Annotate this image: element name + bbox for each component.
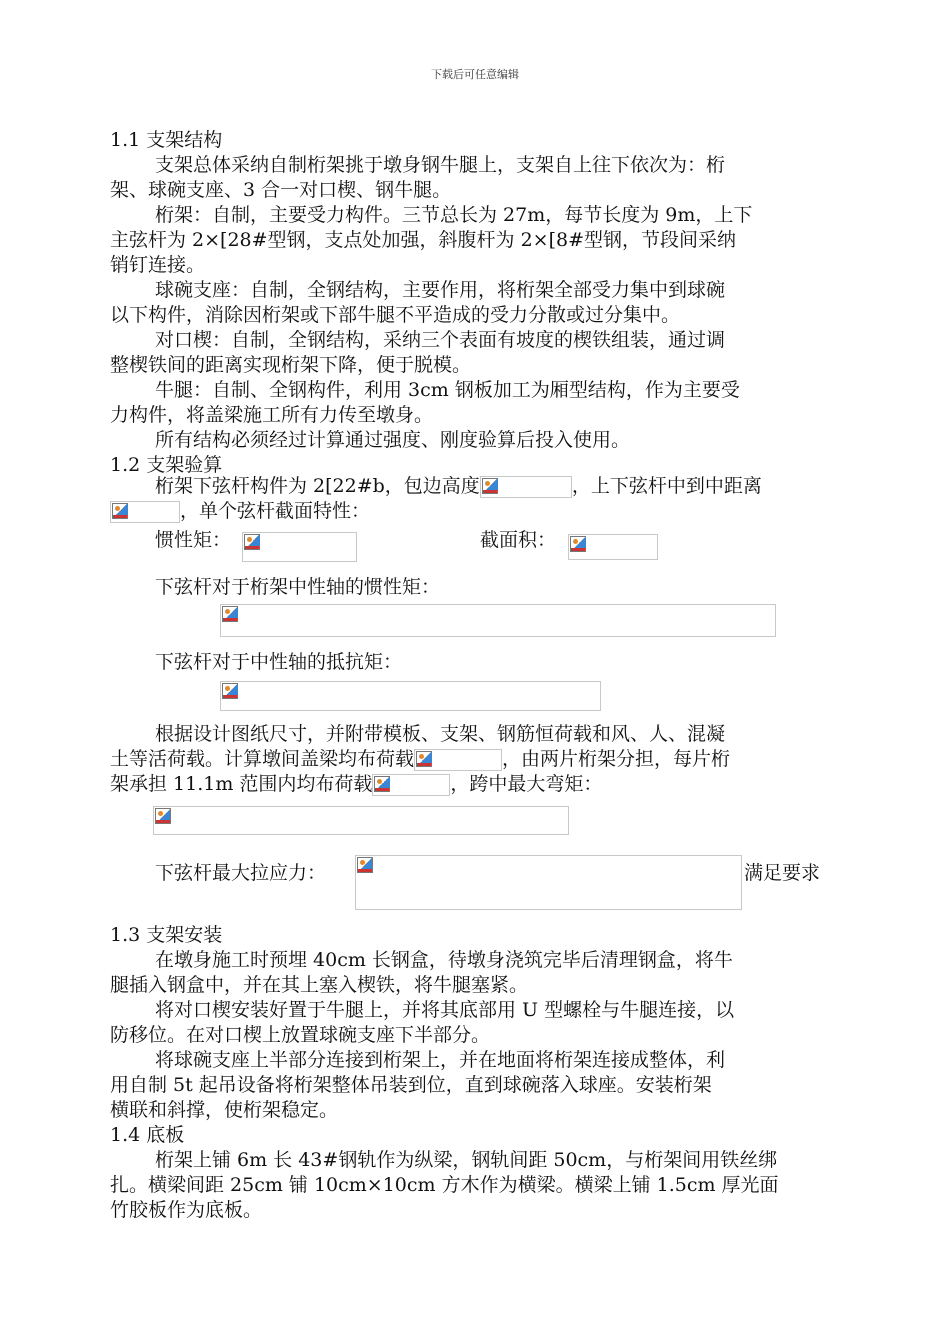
- broken-image-icon: [374, 776, 390, 792]
- broken-image-icon: [244, 534, 260, 550]
- formula-image-placeholder: [220, 681, 601, 711]
- broken-image-icon: [482, 478, 498, 494]
- paragraph-line: 桁架上铺 6m 长 43#钢轨作为纵梁，钢轨间距 50cm，与桁架间用铁丝绑: [155, 1149, 778, 1171]
- paragraph-line: [110, 772, 602, 797]
- paragraph-line: 扎。横梁间距 25cm 铺 10cm×10cm 方木作为横梁。横梁上铺 1.5cm 厚光面: [110, 1174, 779, 1196]
- text-run: ，上下弦杆中到中距离: [571, 475, 762, 497]
- paragraph-line: 横联和斜撑，使桁架稳定。: [110, 1099, 339, 1121]
- conclusion-text: 满足要求: [744, 862, 821, 884]
- paragraph-line: 将对口楔安装好置于牛腿上，并将其底部用 U 型螺栓与牛腿连接，以: [155, 999, 735, 1021]
- paragraph-line: 桁架：自制，主要受力构件。三节总长为 27m，每节长度为 9m，上下: [155, 204, 753, 226]
- paragraph-line: 下弦杆对于中性轴的抵抗矩：: [155, 651, 403, 673]
- paragraph-line: 防移位。在对口楔上放置球碗支座下半部分。: [110, 1024, 491, 1046]
- formula-image-placeholder: [480, 476, 572, 498]
- paragraph-line: 所有结构必须经过计算通过强度、刚度验算后投入使用。: [155, 429, 631, 451]
- paragraph-line: 主弦杆为 2×[28#型钢，支点处加强，斜腹杆为 2×[8#型钢，节段间采纳: [110, 229, 737, 251]
- text-run: ，由两片桁架分担，每片桁: [502, 748, 731, 770]
- broken-image-icon: [155, 808, 171, 824]
- formula-image-placeholder: [242, 532, 357, 562]
- broken-image-icon: [357, 857, 373, 873]
- broken-image-icon: [222, 606, 238, 622]
- inertia-label: 惯性矩：: [155, 529, 232, 551]
- paragraph-line: 力构件，将盖梁施工所有力传至墩身。: [110, 404, 434, 426]
- formula-image-placeholder: [153, 806, 569, 835]
- broken-image-icon: [416, 751, 432, 767]
- broken-image-icon: [222, 683, 238, 699]
- paragraph-line: 下弦杆对于桁架中性轴的惯性矩：: [155, 576, 441, 598]
- formula-image-placeholder: [355, 855, 742, 910]
- paragraph-line: 整楔铁间的距离实现桁架下降，便于脱模。: [110, 354, 472, 376]
- paragraph-line: 以下构件，消除因桁架或下部牛腿不平造成的受力分散或过分集中。: [110, 304, 681, 326]
- formula-image-placeholder: [110, 501, 180, 523]
- paragraph-line: [110, 499, 370, 524]
- section-title-1-1: 1.1 支架结构: [110, 129, 223, 151]
- section-title-1-4: 1.4 底板: [110, 1124, 185, 1146]
- broken-image-icon: [112, 503, 128, 519]
- formula-image-placeholder: [220, 604, 776, 637]
- paragraph-line: 牛腿：自制、全钢构件，利用 3cm 钢板加工为厢型结构，作为主要受: [155, 379, 740, 401]
- tensile-stress-label: 下弦杆最大拉应力：: [155, 862, 327, 884]
- formula-image-placeholder: [372, 774, 450, 796]
- broken-image-icon: [570, 536, 586, 552]
- text-run: 桁架下弦杆构件为 2[22#b，包边高度: [155, 475, 480, 497]
- paragraph-line: 支架总体采纳自制桁架挑于墩身钢牛腿上，支架自上往下依次为：桁: [155, 154, 726, 176]
- paragraph-line: [110, 747, 730, 772]
- formula-image-placeholder: [568, 534, 658, 560]
- paragraph-line: 对口楔：自制，全钢结构，采纳三个表面有坡度的楔铁组装，通过调: [155, 329, 726, 351]
- text-run: ，跨中最大弯矩：: [450, 773, 603, 795]
- paragraph-line: 球碗支座：自制，全钢结构，主要作用，将桁架全部受力集中到球碗: [155, 279, 726, 301]
- text-run: ，单个弦杆截面特性：: [180, 500, 371, 522]
- section-title-1-2: 1.2 支架验算: [110, 454, 223, 476]
- text-run: 土等活荷载。计算墩间盖梁均布荷载: [110, 748, 415, 770]
- paragraph-line: 用自制 5t 起吊设备将桁架整体吊装到位，直到球碗落入球座。安装桁架: [110, 1074, 712, 1096]
- section-title-1-3: 1.3 支架安装: [110, 924, 223, 946]
- paragraph-line: 竹胶板作为底板。: [110, 1199, 263, 1221]
- paragraph-line: 销钉连接。: [110, 254, 206, 276]
- paragraph-line: 腿插入钢盒中，并在其上塞入楔铁，将牛腿塞紧。: [110, 974, 529, 996]
- paragraph-line: 将球碗支座上半部分连接到桁架上，并在地面将桁架连接成整体，利: [155, 1049, 726, 1071]
- paragraph-line: 在墩身施工时预埋 40cm 长钢盒，待墩身浇筑完毕后清理钢盒，将牛: [155, 949, 733, 971]
- text-run: 架承担 11.1m 范围内均布荷载: [110, 773, 373, 795]
- area-label: 截面积：: [480, 529, 557, 551]
- paragraph-line: [155, 474, 762, 499]
- formula-image-placeholder: [414, 749, 502, 771]
- paragraph-line: 架、球碗支座、3 合一对口楔、钢牛腿。: [110, 179, 452, 201]
- paragraph-line: 根据设计图纸尺寸，并附带模板、支架、钢筋恒荷载和风、人、混凝: [155, 723, 726, 745]
- page-header: 下载后可任意编辑: [431, 68, 519, 81]
